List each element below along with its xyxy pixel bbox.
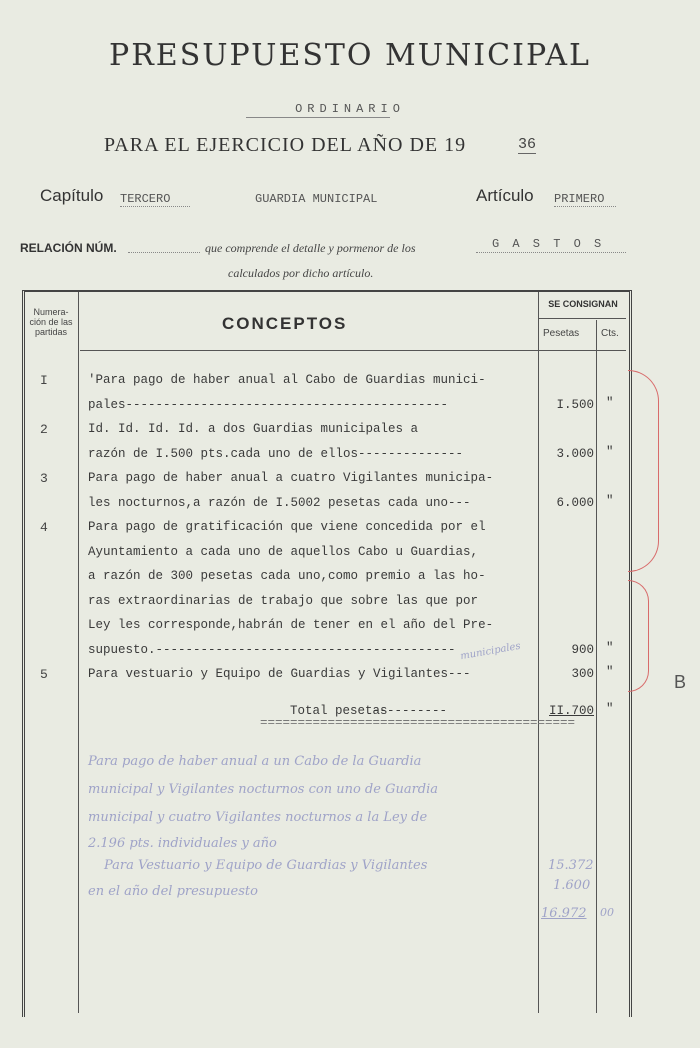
partida-number: 5	[40, 667, 48, 682]
budget-type-underline	[246, 117, 390, 118]
concept-line: pales-------------------------------------------	[88, 397, 449, 412]
budget-type: ORDINARIO	[295, 102, 405, 116]
total-label: Total pesetas	[290, 704, 388, 718]
se-consignan-underline	[538, 318, 626, 319]
total-double-rule: ==========================================	[260, 716, 576, 730]
capitulo-label: Capítulo	[40, 186, 104, 205]
total-amount: II.700	[549, 704, 595, 718]
concept-line: Para pago de gratificación que viene concedida por el	[88, 520, 486, 534]
hand-amount-2: 1.600	[553, 878, 591, 893]
concept-line: Ayuntamiento a cada uno de aquellos Cabo u Guardias,	[88, 544, 479, 559]
relacion-text1: que comprende el detalle y pormenor de los	[205, 241, 416, 255]
red-bracket-1	[628, 370, 659, 572]
se-consignan-header: SE CONSIGNAN	[548, 299, 618, 309]
articulo-label: Artículo	[476, 186, 534, 205]
year-suffix: 36	[518, 136, 537, 153]
col-divider-cts	[596, 320, 597, 1013]
ditto-mark: "	[606, 444, 614, 459]
concept-line: Id. Id. Id. Id. a dos Guardias municipales a	[88, 422, 419, 436]
concept-line: Para vestuario y Equipo de Guardias y Vigilantes---	[88, 667, 471, 681]
line-amount: 3.000	[556, 446, 594, 461]
concept-line: 'Para pago de haber anual al Cabo de Guardias munici-	[88, 373, 486, 387]
header-bottom-line	[80, 350, 626, 351]
concept-line: razón de I.500 pts.cada uno de ellos--------------	[88, 446, 464, 461]
total-ditto: "	[606, 702, 614, 716]
relacion-label: RELACIÓN NÚM.	[20, 241, 117, 255]
concept-line: a razón de 300 pesetas cada uno,como premio a las ho-	[88, 569, 486, 583]
partida-number: I	[40, 373, 48, 388]
articulo-value: PRIMERO	[554, 192, 616, 207]
concept-line: supuesto.----------------------------------------	[88, 642, 456, 657]
numeracion-header: Numera- ción de las partidas	[29, 307, 73, 337]
handwritten-line: municipal y Vigilantes nocturnos con uno de Guardia	[88, 782, 439, 797]
concept-line: Para pago de haber anual a cuatro Vigilantes municipa-	[88, 471, 494, 485]
partida-number: 3	[40, 471, 48, 486]
partida-number: 4	[40, 520, 48, 535]
relacion-dotline	[128, 252, 200, 253]
ditto-mark: "	[606, 493, 614, 508]
ditto-mark: "	[606, 640, 614, 655]
red-bracket-2	[628, 580, 649, 692]
hand-municipales: municipales	[459, 640, 522, 663]
col-divider-num	[78, 292, 79, 1013]
handwritten-line: municipal y cuatro Vigilantes nocturnos a la Ley de	[88, 810, 428, 825]
handwritten-line: Para pago de haber anual a un Cabo de la Guardia	[88, 754, 422, 769]
partida-number: 2	[40, 422, 48, 437]
gastos-dotline	[476, 252, 626, 253]
hand-total-cts: 00	[600, 906, 614, 919]
concept-line: Ley les corresponde,habrán de tener en el año del Pre-	[88, 618, 494, 632]
concept-line: les nocturnos,a razón de I.5002 pesetas cada uno---	[88, 495, 471, 510]
handwritten-line: 2.196 pts. individuales y año	[88, 836, 277, 851]
ditto-mark: "	[606, 665, 614, 679]
conceptos-header: CONCEPTOS	[222, 314, 348, 333]
cts-header: Cts.	[601, 328, 619, 339]
concept-line: ras extraordinarias de trabajo que sobre las que por	[88, 593, 479, 608]
capitulo-value: TERCERO	[120, 192, 190, 207]
period-text	[104, 134, 466, 157]
margin-note-b: B	[674, 672, 687, 692]
hand-total: 16.972	[541, 906, 587, 921]
total-dashes: ----------	[372, 704, 448, 718]
period-prefix: PARA EL EJERCICIO DEL AÑO DE 19	[104, 134, 467, 156]
gastos-text: G A S T O S	[492, 237, 605, 251]
line-amount: 900	[571, 642, 594, 657]
handwritten-line: Para Vestuario y Equipo de Guardias y Vigilantes	[104, 858, 428, 873]
line-amount: 300	[571, 667, 594, 681]
document-title: PRESUPUESTO MUNICIPAL	[109, 38, 591, 73]
col-divider-pesetas	[538, 292, 539, 1013]
line-amount: I.500	[556, 397, 594, 412]
handwritten-line: en el año del presupuesto	[88, 884, 258, 899]
relacion-text2: calculados por dicho artículo.	[228, 266, 374, 280]
pesetas-header: Pesetas	[543, 328, 580, 339]
line-amount: 6.000	[556, 495, 594, 510]
hand-amount-1: 15.372	[548, 858, 594, 873]
section-name: GUARDIA MUNICIPAL	[255, 192, 378, 206]
ditto-mark: "	[606, 395, 614, 410]
